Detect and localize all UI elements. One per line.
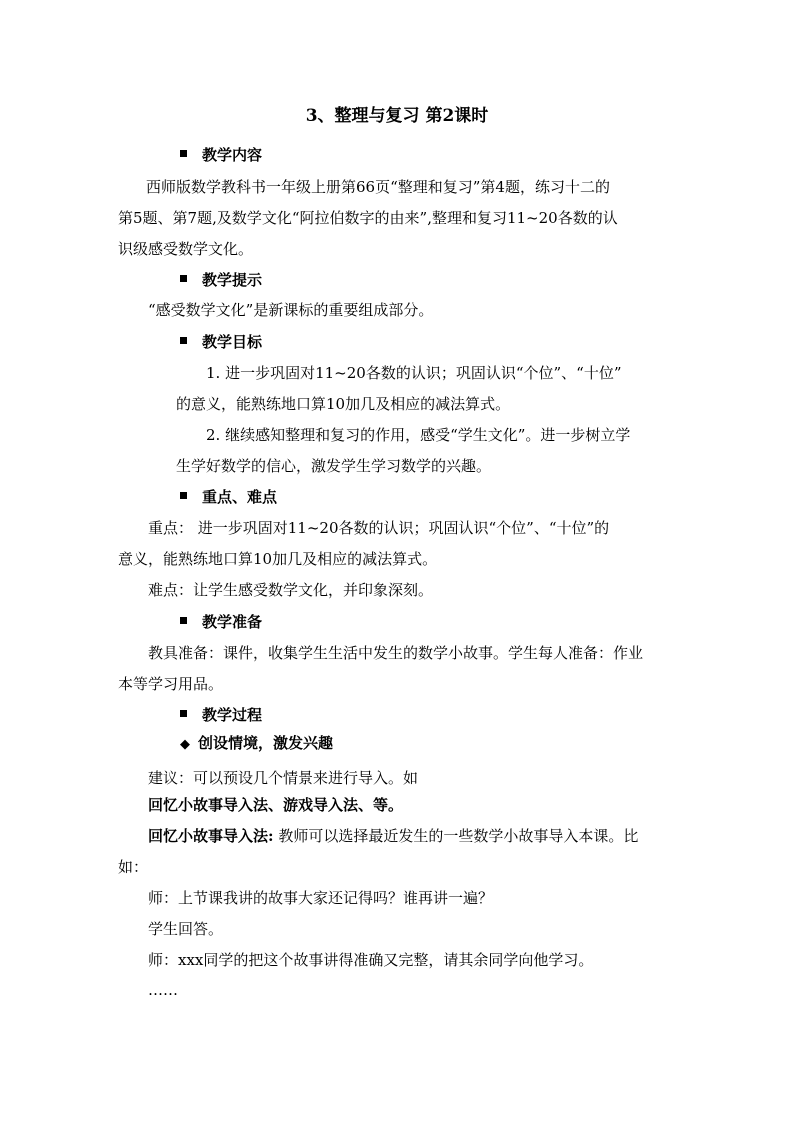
section-heading-label: 教学提示	[202, 271, 263, 289]
goal-item: 2. 继续感知整理和复习的作用，感受“学生文化”。进一步树立学	[206, 426, 631, 444]
sub-heading	[180, 733, 333, 755]
section-heading-content	[180, 145, 262, 165]
section-heading-label: 教学内容	[202, 146, 263, 164]
paragraph-line: 意义，能熟练地口算10加几及相应的减法算式。	[118, 550, 438, 568]
sub-heading-label: 创设情境，激发兴趣	[198, 734, 334, 752]
dialog-line: 学生回答。	[148, 920, 224, 938]
paragraph-line: 如：	[118, 858, 149, 876]
paragraph-line: 建议：可以预设几个情景来进行导入。如	[148, 769, 419, 787]
square-bullet-icon	[180, 150, 187, 157]
section-heading-process	[180, 705, 262, 725]
diamond-bullet-icon: ◆	[180, 737, 190, 752]
method-label: 回忆小故事导入法:	[148, 827, 274, 845]
methods-line: 回忆小故事导入法、游戏导入法、等。	[148, 796, 404, 814]
section-heading-goals	[180, 332, 262, 352]
section-heading-label: 教学准备	[202, 613, 263, 631]
section-heading-hint	[180, 270, 262, 290]
section-heading-label: 教学目标	[202, 333, 263, 351]
square-bullet-icon	[180, 492, 187, 499]
square-bullet-icon	[180, 617, 187, 624]
section-heading-label: 重点、难点	[202, 488, 278, 506]
paragraph-line: “感受数学文化”是新课标的重要组成部分。	[148, 301, 434, 319]
goal-item-cont: 生学好数学的信心，激发学生学习数学的兴趣。	[176, 457, 492, 475]
square-bullet-icon	[180, 710, 187, 717]
section-heading-key	[180, 487, 277, 507]
method-line	[148, 826, 638, 846]
paragraph-line: 本等学习用品。	[118, 675, 224, 693]
paragraph-line: 第5题、第7题,及数学文化“阿拉伯数字的由来”,整理和复习11~20各数的认	[118, 209, 618, 227]
paragraph-line: 难点：让学生感受数学文化，并印象深刻。	[148, 581, 434, 599]
paragraph-line: 重点： 进一步巩固对11~20各数的认识；巩固认识“个位”、“十位”的	[148, 519, 610, 537]
dialog-line: 师：上节课我讲的故事大家还记得吗？谁再讲一遍？	[148, 889, 494, 907]
method-text: 教师可以选择最近发生的一些数学小故事导入本课。比	[273, 827, 639, 845]
goal-item: 1. 进一步巩固对11~20各数的认识；巩固认识“个位”、“十位”	[206, 364, 622, 382]
section-heading-label: 教学过程	[202, 706, 263, 724]
goal-item-cont: 的意义，能熟练地口算10加几及相应的减法算式。	[176, 395, 511, 413]
square-bullet-icon	[180, 275, 187, 282]
dialog-line: ……	[148, 981, 178, 999]
page-title: 3、整理与复习 第2课时	[305, 106, 489, 126]
dialog-line: 师：xxx同学的把这个故事讲得准确又完整，请其余同学向他学习。	[148, 951, 594, 969]
paragraph-line: 识级感受数学文化。	[118, 240, 254, 258]
section-heading-prep	[180, 612, 262, 632]
paragraph-line: 西师版数学教科书一年级上册第66页“整理和复习”第4题，练习十二的	[146, 178, 610, 196]
paragraph-line: 教具准备：课件，收集学生生活中发生的数学小故事。学生每人准备：作业	[148, 644, 644, 662]
square-bullet-icon	[180, 337, 187, 344]
